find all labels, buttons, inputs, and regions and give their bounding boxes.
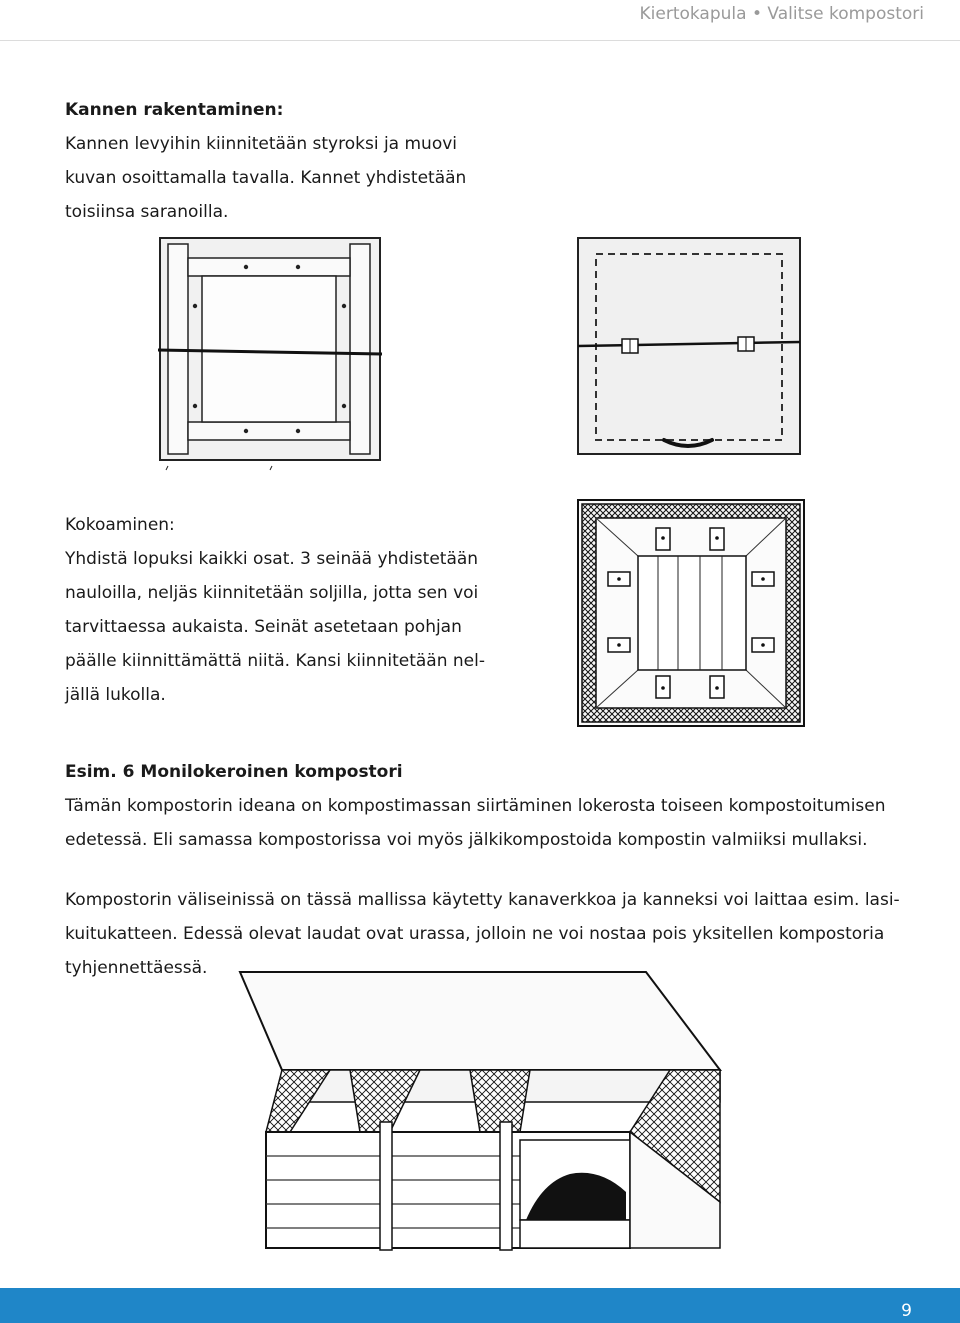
assembled-composter-topview-illustration [576, 498, 806, 728]
example-p1-line-2: edetessä. Eli samassa kompostorissa voi myös jälkikompostoida kompostin valmiiksi mullaksi. [65, 830, 868, 850]
running-title [640, 4, 925, 24]
assembly-line-4: päälle kiinnittämättä niitä. Kansi kiinnitetään nel- [65, 651, 485, 671]
lid-section [65, 93, 525, 229]
assembly-section [65, 508, 535, 712]
example-heading: Esim. 6 Monilokeroinen kompostori [65, 762, 403, 782]
example-p2-line-3: tyhjennettäessä. [65, 958, 208, 978]
example-p2-line-2: kuitukatteen. Edessä olevat laudat ovat urassa, jolloin ne voi nostaa pois yksitellen kompostoria [65, 924, 885, 944]
page-footer [0, 1288, 960, 1323]
assembly-heading: Kokoaminen: [65, 515, 175, 535]
series-name: Kiertokapula [639, 4, 747, 24]
chapter-name: Valitse kompostori [767, 4, 924, 24]
separator-bullet: • [751, 4, 762, 24]
assembly-line-3: tarvittaessa aukaista. Seinät asetetaan pohjan [65, 617, 462, 637]
assembly-line-2: nauloilla, neljäs kiinnitetään soljilla, jotta sen voi [65, 583, 479, 603]
multi-compartment-composter-illustration [230, 962, 750, 1262]
lid-line-1: Kannen levyihin kiinnitetään styroksi ja muovi [65, 134, 458, 154]
example-section [65, 755, 905, 857]
hinged-lid-illustration [576, 236, 804, 458]
lid-heading: Kannen rakentaminen: [65, 100, 284, 120]
lid-line-3: toisiinsa saranoilla. [65, 202, 229, 222]
assembly-line-5: jällä lukolla. [65, 685, 166, 705]
assembly-line-1: Yhdistä lopuksi kaikki osat. 3 seinää yhdistetään [65, 549, 479, 569]
lid-frame-illustration [158, 236, 384, 472]
lid-line-2: kuvan osoittamalla tavalla. Kannet yhdistetään [65, 168, 467, 188]
page-header [0, 0, 960, 41]
page-number: 9 [901, 1301, 912, 1321]
example-p2-line-1: Kompostorin väliseinissä on tässä mallissa käytetty kanaverkkoa ja kanneksi voi laittaa esim. lasi- [65, 890, 900, 910]
example-p1-line-1: Tämän kompostorin ideana on kompostimassan siirtäminen lokerosta toiseen kompostoitumisen [65, 796, 886, 816]
